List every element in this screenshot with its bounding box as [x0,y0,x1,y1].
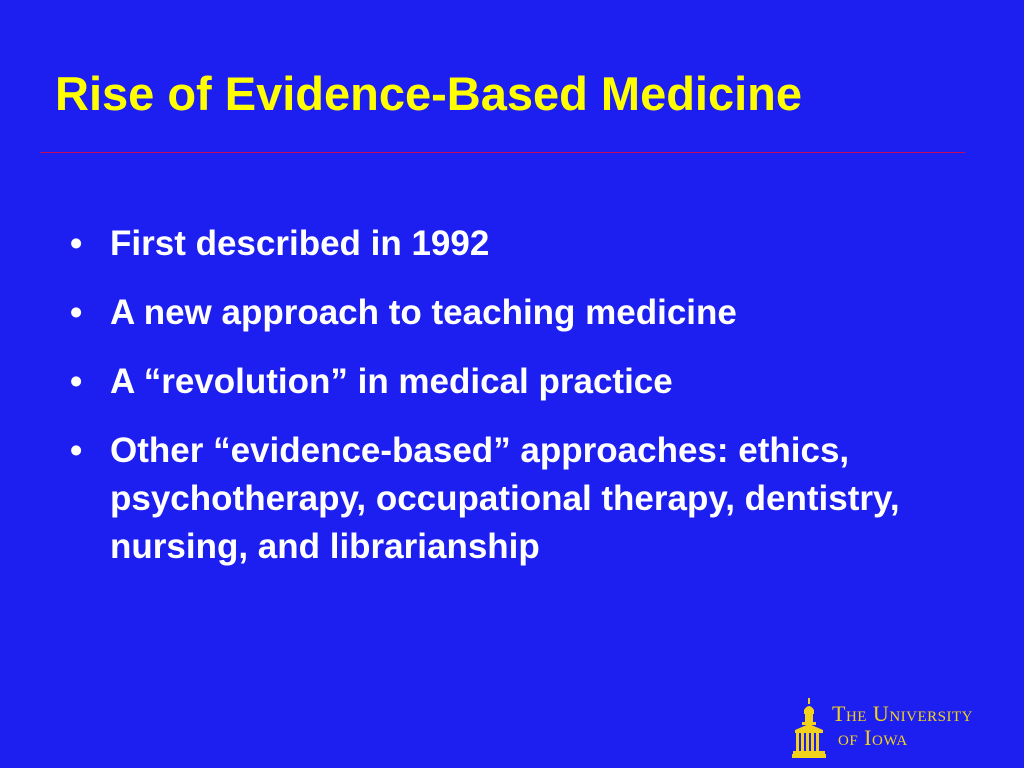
bullet-item [70,427,950,571]
bullet-marker: • [70,362,83,401]
bullet-item [70,220,950,268]
logo-line2: of Iowa [838,725,908,750]
bullet-text: A new approach to teaching medicine [110,293,737,332]
bullet-list [70,220,950,592]
bullet-item [70,358,950,406]
bullet-marker: • [70,431,83,470]
bullet-text: Other “evidence-based” approaches: ethics, psychotherapy, occupational therapy, dentistry, nursing, and librarianship [110,431,900,566]
university-logo [792,696,1012,760]
logo-line1: The University [832,701,973,726]
title-divider [40,152,965,153]
old-capitol-building-icon [792,696,828,760]
bullet-item [70,289,950,337]
bullet-marker: • [70,293,83,332]
logo-wordmark [832,702,973,750]
slide-title: Rise of Evidence-Based Medicine [55,67,803,120]
bullet-text: First described in 1992 [110,224,490,263]
bullet-marker: • [70,224,83,263]
bullet-text: A “revolution” in medical practice [110,362,673,401]
